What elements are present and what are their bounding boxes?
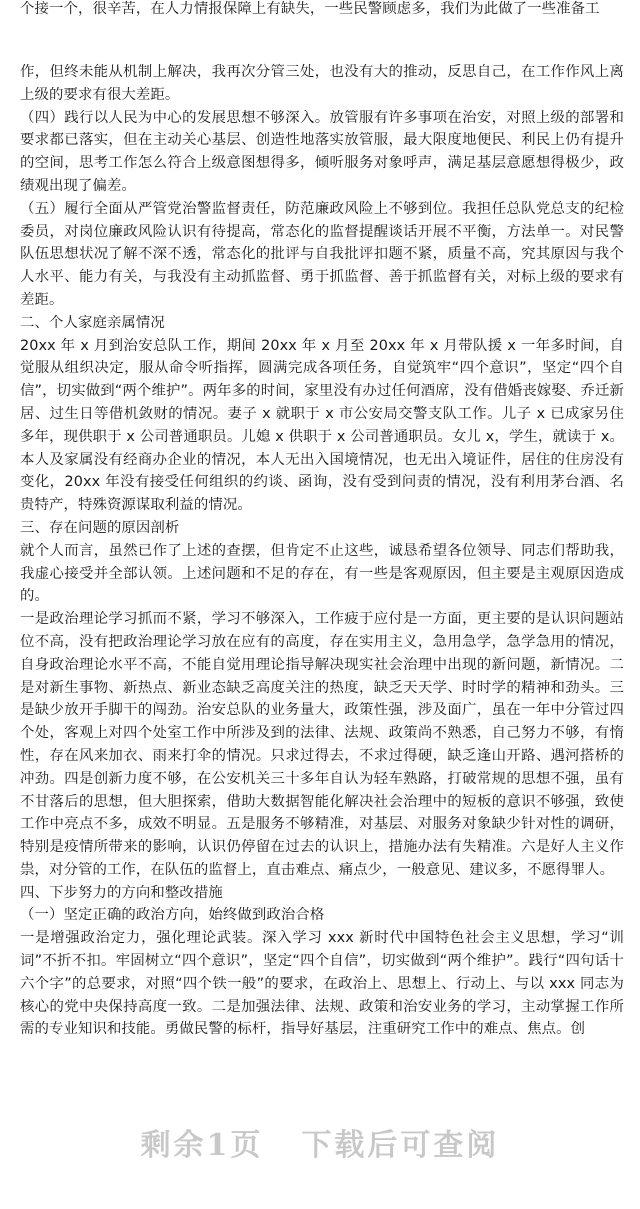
paragraph: 20xx 年 x 月到治安总队工作，期间 20xx 年 x 月至 20xx 年 x 月带队援 x 一年多时间，自觉服从组织决定，服从命令听指挥，圆满完成各项任务，自觉筑牢“四个意识”，坚定“四个自信”，切实做到“两个维护”。两年多的时间，家里没有办过任何酒席，没有借婚丧嫁娶、乔迁新居、过生日等借机敛财的情况。妻子 x 就职于 x 市公安局交警支队工作。儿子 x 已成家另住多年，现供职于 x 公司普通职员。儿媳 x 供职于 x 公司普通职员。女儿 x，学生，就读于 x。本人及家属没有经商办企业的情况，本人无出入国境情况，也无出入境证件，居住的住房没有变化，20xx 年没有接受任何组织的约谈、函询，没有受到问责的情况，没有利用茅台酒、名贵特产，特殊资源谋取利益的情况。: [20, 337, 624, 514]
section-heading: 三、存在问题的原因剖析: [20, 519, 180, 536]
download-prompt-banner[interactable]: [0, 1120, 640, 1164]
remaining-pages-label: 剩余1页: [140, 1128, 264, 1163]
download-to-read-label[interactable]: 下载后可查阅: [301, 1128, 500, 1163]
paragraph: 一是政治理论学习抓而不紧，学习不够深入，工作疲于应付是一方面，更主要的是认识问题站位不高，没有把政治理论学习放在应有的高度，存在实用主义，急用急学，急学急用的情况，自身政治理论水平不高，不能自觉用理论指导解决现实社会治理中出现的新问题，新情况。二是对新生事物、新热点、新业态缺乏高度关注的热度，缺乏天天学、时时学的精神和劲头。三是缺少放开手脚干的闯劲。治安总队的业务量大，政策性强，涉及面广，虽在一年中分管过四个处，客观上对四个处室工作中所涉及到的法律、法规、政策尚不熟悉，自己努力不够，有惰性，存在风来加衣、雨来打伞的情况。只求过得去，不求过得硬，缺乏逢山开路、遇河搭桥的冲劲。四是创新力度不够，在公安机关三十多年自认为轻车熟路，打破常规的思想不强，虽有不甘落后的思想，但大胆探索，借助大数据智能化解决社会治理中的短板的意识不够强，致使工作中亮点不多，成效不明显。五是服务不够精准，对基层、对服务对象缺少针对性的调研，特别是疫情所带来的影响，认识仍停留在过去的认识上，措施办法有失精准。六是好人主义作祟，对分管的工作，在队伍的监督上，直击难点、痛点少，一般意见、建议多，不愿得罪人。: [20, 611, 624, 878]
section-heading: 四、下步努力的方向和整改措施: [20, 884, 223, 901]
paragraph: 作，但终未能从机制上解决，我再次分管三处，也没有大的推动，反思自己，在工作作风上离上级的要求有很大差距。: [20, 64, 624, 103]
paragraph: 一是增强政治定力，强化理论武装。深入学习 xxx 新时代中国特色社会主义思想，学习“训词”不折不扣。牢固树立“四个意识”，坚定“四个自信”，切实做到“两个维护”。践行“四句话十六个字”的总要求，对照“四个铁一般”的要求，在政治上、思想上、行动上、与以 xxx 同志为核心的党中央保持高度一致。二是加强法律、法规、政策和治安业务的学习，主动掌握工作所需的专业知识和技能。勇做民警的标杆，指导好基层，注重研究工作中的难点、焦点。创: [20, 930, 624, 1038]
top-continuation-line: [20, 0, 624, 21]
document-body: [20, 61, 624, 1041]
section-heading: 二、个人家庭亲属情况: [20, 314, 165, 331]
text-fade-overlay: [0, 1040, 640, 1100]
paragraph: 就个人而言，虽然已作了上述的查摆，但肯定不止这些，诚恳希望各位领导、同志们帮助我，我虚心接受并全部认领。上述问题和不足的存在，有一些是客观原因，但主要是主观原因造成的。: [20, 542, 624, 605]
paragraph: （五）履行全面从严管党治警监督责任，防范廉政风险上不够到位。我担任总队党总支的纪检委员，对岗位廉政风险认识有待提高，常态化的监督提醒谈话开展不平衡，方法单一。对民警队伍思想状况了解不深不透，常态化的批评与自我批评扣题不紧，质量不高，究其原因与我个人水平、能力有关，与我没有主动抓监督、勇于抓监督、善于抓监督有关，对标上级的要求有差距。: [20, 200, 624, 308]
text-line: 个接一个，很辛苦，在人力情报保障上有缺失，一些民警顾虑多，我们为此做了一些准备工: [20, 1, 600, 17]
paragraph: （四）践行以人民为中心的发展思想不够深入。放管服有许多事项在治安，对照上级的部署和要求都已落实，但在主动关心基层、创造性地落实放管服，最大限度地便民、利民上仍有提升的空间，思考工作怎么符合上级意图想得多，倾听服务对象呼声，满足基层意愿想得极少，政绩观出现了偏差。: [20, 109, 624, 194]
subsection-heading: （一）坚定正确的政治方向，始终做到政治合格: [20, 907, 325, 924]
